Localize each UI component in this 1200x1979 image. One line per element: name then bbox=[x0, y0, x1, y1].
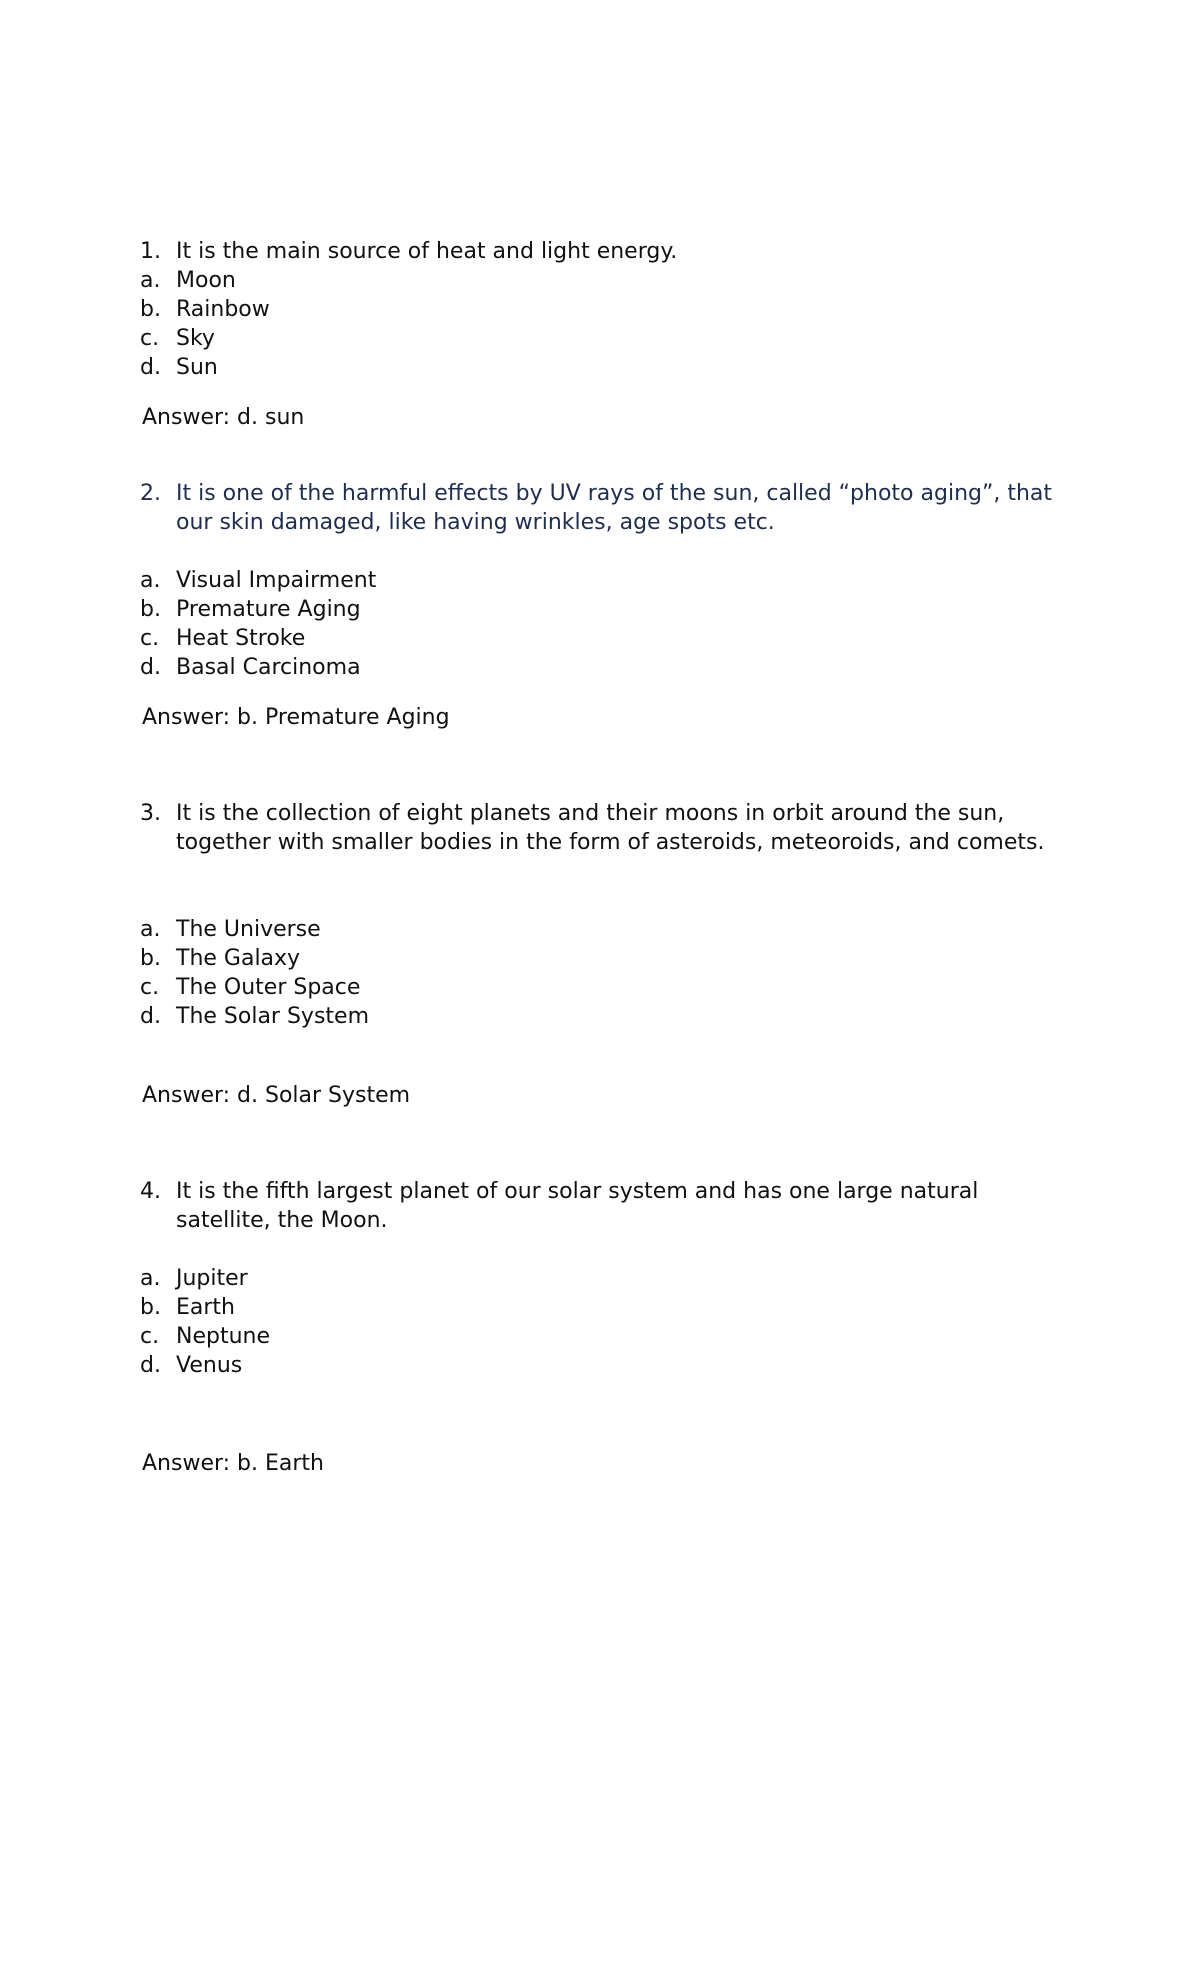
option-letter: c. bbox=[140, 975, 160, 1000]
answer-4: Answer: b. Earth bbox=[142, 1451, 324, 1476]
answer-3: Answer: d. Solar System bbox=[142, 1083, 411, 1108]
option-letter: a. bbox=[140, 917, 161, 942]
option-item bbox=[140, 1264, 270, 1293]
option-letter: c. bbox=[140, 326, 160, 351]
option-item bbox=[140, 1293, 270, 1322]
option-letter: b. bbox=[140, 297, 161, 322]
option-text: Moon bbox=[176, 268, 236, 293]
question-text: It is the main source of heat and light energy. bbox=[176, 239, 678, 264]
question-number: 1. bbox=[140, 239, 161, 264]
option-letter: a. bbox=[140, 568, 161, 593]
option-letter: b. bbox=[140, 946, 161, 971]
option-item bbox=[140, 324, 270, 353]
option-letter: a. bbox=[140, 268, 161, 293]
question-2 bbox=[140, 479, 1056, 537]
option-text: The Universe bbox=[176, 917, 321, 942]
option-text: Sun bbox=[176, 355, 218, 380]
option-letter: c. bbox=[140, 1324, 160, 1349]
option-text: Rainbow bbox=[176, 297, 270, 322]
option-letter: c. bbox=[140, 626, 160, 651]
question-text: It is the fifth largest planet of our solar system and has one large natural satellite, the Moon. bbox=[176, 1179, 979, 1233]
option-item bbox=[140, 566, 377, 595]
option-item bbox=[140, 595, 376, 624]
option-text: The Galaxy bbox=[176, 946, 301, 971]
option-text: Venus bbox=[176, 1353, 243, 1378]
question-text: It is one of the harmful effects by UV rays of the sun, called “photo aging”, that our skin damaged, like having wrinkles, age spots etc. bbox=[176, 481, 1053, 535]
question-4 bbox=[140, 1177, 1056, 1235]
option-letter: b. bbox=[140, 597, 161, 622]
option-text: Jupiter bbox=[176, 1266, 248, 1291]
option-letter: d. bbox=[140, 1004, 161, 1029]
option-letter: b. bbox=[140, 1295, 161, 1320]
options-list-3 bbox=[140, 915, 370, 1031]
option-item bbox=[140, 653, 376, 682]
option-item bbox=[140, 973, 369, 1002]
question-number: 4. bbox=[140, 1179, 161, 1204]
option-letter: d. bbox=[140, 355, 161, 380]
answer-2: Answer: b. Premature Aging bbox=[142, 705, 450, 730]
option-text: Earth bbox=[176, 1295, 235, 1320]
option-text: Visual Impairment bbox=[176, 568, 377, 593]
option-item bbox=[140, 295, 270, 324]
option-item bbox=[140, 944, 369, 973]
question-text: It is the collection of eight planets and their moons in orbit around the sun, together with smaller bodies in the form of asteroids, meteoroids, and comets. bbox=[176, 801, 1045, 855]
option-text: Neptune bbox=[176, 1324, 271, 1349]
option-text: The Solar System bbox=[176, 1004, 370, 1029]
option-item bbox=[140, 1322, 271, 1351]
option-letter: a. bbox=[140, 1266, 161, 1291]
option-letter: d. bbox=[140, 655, 161, 680]
option-text: The Outer Space bbox=[176, 975, 361, 1000]
question-1 bbox=[140, 237, 1056, 266]
options-list-4 bbox=[140, 1264, 271, 1380]
option-item bbox=[140, 915, 369, 944]
option-text: Basal Carcinoma bbox=[176, 655, 361, 680]
option-letter: d. bbox=[140, 1353, 161, 1378]
option-item bbox=[140, 266, 270, 295]
options-list-1 bbox=[140, 266, 270, 382]
answer-1: Answer: d. sun bbox=[142, 405, 305, 430]
option-text: Premature Aging bbox=[176, 597, 361, 622]
option-item bbox=[140, 624, 376, 653]
option-item bbox=[140, 1002, 370, 1031]
option-text: Heat Stroke bbox=[176, 626, 306, 651]
option-item bbox=[140, 1351, 270, 1380]
option-text: Sky bbox=[176, 326, 215, 351]
options-list-2 bbox=[140, 566, 377, 682]
question-3 bbox=[140, 799, 1056, 857]
question-number: 3. bbox=[140, 801, 161, 826]
question-number: 2. bbox=[140, 481, 161, 506]
option-item bbox=[140, 353, 270, 382]
